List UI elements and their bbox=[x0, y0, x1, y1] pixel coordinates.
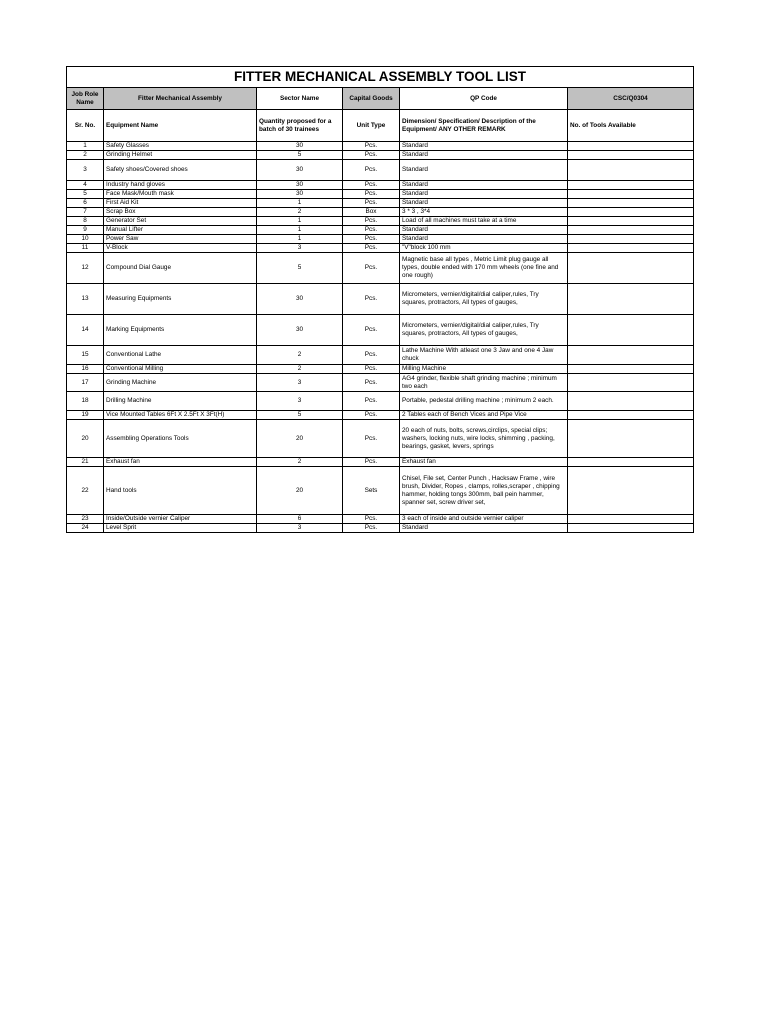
tools-available-cell bbox=[568, 284, 694, 315]
unit-type-cell: Box bbox=[343, 208, 400, 217]
unit-type-cell: Pcs. bbox=[343, 420, 400, 458]
quantity-cell: 3 bbox=[257, 374, 343, 392]
quantity-cell: 2 bbox=[257, 365, 343, 374]
specification-cell: Magnetic base all types , Metric Limit plug gauge all types, double ended with 170 mm wheels (one fine and one rough) bbox=[400, 253, 568, 284]
table-row bbox=[67, 315, 694, 346]
sr-cell: 21 bbox=[67, 458, 104, 467]
sr-cell: 17 bbox=[67, 374, 104, 392]
tool-list-table bbox=[66, 66, 694, 533]
specification-cell: Lathe Machine With atleast one 3 Jaw and one 4 Jaw chuck bbox=[400, 346, 568, 365]
quantity-cell: 20 bbox=[257, 467, 343, 515]
sr-cell: 10 bbox=[67, 235, 104, 244]
tools-available-cell bbox=[568, 235, 694, 244]
meta-row bbox=[67, 88, 694, 110]
quantity-cell: 30 bbox=[257, 142, 343, 151]
header-quantity: Quantity proposed for a batch of 30 trainees bbox=[257, 110, 343, 142]
sr-cell: 18 bbox=[67, 392, 104, 411]
qp-label: QP Code bbox=[400, 88, 568, 110]
table-row bbox=[67, 515, 694, 524]
unit-type-cell: Pcs. bbox=[343, 284, 400, 315]
unit-type-cell: Pcs. bbox=[343, 142, 400, 151]
sr-cell: 7 bbox=[67, 208, 104, 217]
unit-type-cell: Pcs. bbox=[343, 515, 400, 524]
table-row bbox=[67, 346, 694, 365]
sr-cell: 19 bbox=[67, 411, 104, 420]
specification-cell: Chisel, File set, Center Punch , Hacksaw Frame , wire brush, Divider, Ropes , clamps, rolles,scraper , chipping hammer, holding tongs 300mm, ball pein hammer, spanner set, screw driver set, bbox=[400, 467, 568, 515]
equipment-name-cell: Marking Equipments bbox=[104, 315, 257, 346]
table-row bbox=[67, 524, 694, 533]
sr-cell: 13 bbox=[67, 284, 104, 315]
header-sr: Sr. No. bbox=[67, 110, 104, 142]
tools-available-cell bbox=[568, 346, 694, 365]
table-row bbox=[67, 226, 694, 235]
table-row bbox=[67, 253, 694, 284]
quantity-cell: 2 bbox=[257, 346, 343, 365]
unit-type-cell: Pcs. bbox=[343, 217, 400, 226]
quantity-cell: 1 bbox=[257, 235, 343, 244]
quantity-cell: 5 bbox=[257, 411, 343, 420]
specification-cell: Exhaust fan bbox=[400, 458, 568, 467]
equipment-name-cell: Measuring Equipments bbox=[104, 284, 257, 315]
equipment-name-cell: Conventional Milling bbox=[104, 365, 257, 374]
unit-type-cell: Pcs. bbox=[343, 315, 400, 346]
tools-available-cell bbox=[568, 151, 694, 160]
quantity-cell: 20 bbox=[257, 420, 343, 458]
equipment-name-cell: Safety shoes/Covered shoes bbox=[104, 160, 257, 181]
equipment-name-cell: Level Sprit bbox=[104, 524, 257, 533]
specification-cell: 20 each of nuts, bolts, screws,circlips, special clips; washers, locking nuts, wire locks, shimming , packing, bearings, gasket, levers, springs bbox=[400, 420, 568, 458]
equipment-name-cell: Grinding Machine bbox=[104, 374, 257, 392]
header-unit-type: Unit Type bbox=[343, 110, 400, 142]
equipment-name-cell: Vice Mounted Tables 6Ft X 2.5Ft X 3Ft(H) bbox=[104, 411, 257, 420]
sr-cell: 4 bbox=[67, 181, 104, 190]
unit-type-cell: Pcs. bbox=[343, 365, 400, 374]
equipment-name-cell: Generator Set bbox=[104, 217, 257, 226]
tools-available-cell bbox=[568, 411, 694, 420]
table-row bbox=[67, 284, 694, 315]
tools-available-cell bbox=[568, 524, 694, 533]
table-row bbox=[67, 160, 694, 181]
specification-cell: 2 Tables each of Bench Vices and Pipe Vice bbox=[400, 411, 568, 420]
header-equipment-name: Equipment Name bbox=[104, 110, 257, 142]
specification-cell: Standard bbox=[400, 235, 568, 244]
unit-type-cell: Pcs. bbox=[343, 160, 400, 181]
tools-available-cell bbox=[568, 226, 694, 235]
unit-type-cell: Pcs. bbox=[343, 244, 400, 253]
table-row bbox=[67, 151, 694, 160]
sr-cell: 23 bbox=[67, 515, 104, 524]
unit-type-cell: Pcs. bbox=[343, 181, 400, 190]
equipment-name-cell: Exhaust fan bbox=[104, 458, 257, 467]
specification-cell: Load of all machines must take at a time bbox=[400, 217, 568, 226]
table-row bbox=[67, 374, 694, 392]
sr-cell: 1 bbox=[67, 142, 104, 151]
equipment-name-cell: Industry hand gloves bbox=[104, 181, 257, 190]
equipment-name-cell: Compound Dial Gauge bbox=[104, 253, 257, 284]
sector-value: Capital Goods bbox=[343, 88, 400, 110]
table-row bbox=[67, 467, 694, 515]
unit-type-cell: Pcs. bbox=[343, 411, 400, 420]
table-row bbox=[67, 142, 694, 151]
specification-cell: 3 * 3 , 3*4 bbox=[400, 208, 568, 217]
quantity-cell: 30 bbox=[257, 160, 343, 181]
table-row bbox=[67, 190, 694, 199]
sr-cell: 3 bbox=[67, 160, 104, 181]
specification-cell: Milling Machine bbox=[400, 365, 568, 374]
quantity-cell: 30 bbox=[257, 181, 343, 190]
tools-available-cell bbox=[568, 244, 694, 253]
quantity-cell: 30 bbox=[257, 190, 343, 199]
quantity-cell: 5 bbox=[257, 253, 343, 284]
unit-type-cell: Pcs. bbox=[343, 226, 400, 235]
sr-cell: 14 bbox=[67, 315, 104, 346]
tools-available-cell bbox=[568, 253, 694, 284]
specification-cell: Standard bbox=[400, 190, 568, 199]
specification-cell: Micrometers, vernier/digital/dial caliper,rules, Try squares, protractors, All types of gauges, bbox=[400, 315, 568, 346]
sr-cell: 16 bbox=[67, 365, 104, 374]
tools-available-cell bbox=[568, 365, 694, 374]
equipment-name-cell: Conventional Lathe bbox=[104, 346, 257, 365]
specification-cell: AG4 grinder, flexible shaft grinding machine ; minimum two each bbox=[400, 374, 568, 392]
equipment-name-cell: Manual Lifter bbox=[104, 226, 257, 235]
sr-cell: 22 bbox=[67, 467, 104, 515]
sr-cell: 8 bbox=[67, 217, 104, 226]
sr-cell: 24 bbox=[67, 524, 104, 533]
specification-cell: Standard bbox=[400, 142, 568, 151]
specification-cell: 3 each of inside and outside vernier caliper bbox=[400, 515, 568, 524]
tools-available-cell bbox=[568, 374, 694, 392]
tools-available-cell bbox=[568, 181, 694, 190]
tools-available-cell bbox=[568, 315, 694, 346]
equipment-name-cell: Inside/Outside vernier Caliper bbox=[104, 515, 257, 524]
sheet-title: FITTER MECHANICAL ASSEMBLY TOOL LIST bbox=[67, 67, 694, 88]
equipment-name-cell: Grinding Helmet bbox=[104, 151, 257, 160]
equipment-name-cell: Hand tools bbox=[104, 467, 257, 515]
table-row bbox=[67, 199, 694, 208]
tools-available-cell bbox=[568, 142, 694, 151]
sector-label: Sector Name bbox=[257, 88, 343, 110]
sr-cell: 12 bbox=[67, 253, 104, 284]
specification-cell: Micrometers, vernier/digital/dial caliper,rules, Try squares, protractors, All types of gauges, bbox=[400, 284, 568, 315]
qp-value: CSC/Q0304 bbox=[568, 88, 694, 110]
specification-cell: Standard bbox=[400, 524, 568, 533]
specification-cell: Standard bbox=[400, 226, 568, 235]
quantity-cell: 6 bbox=[257, 515, 343, 524]
equipment-name-cell: First Aid Kit bbox=[104, 199, 257, 208]
quantity-cell: 30 bbox=[257, 315, 343, 346]
table-row bbox=[67, 244, 694, 253]
unit-type-cell: Sets bbox=[343, 467, 400, 515]
job-role-label: Job Role Name bbox=[67, 88, 104, 110]
table-row bbox=[67, 411, 694, 420]
specification-cell: Standard bbox=[400, 151, 568, 160]
specification-cell: Standard bbox=[400, 160, 568, 181]
quantity-cell: 1 bbox=[257, 199, 343, 208]
tools-available-cell bbox=[568, 190, 694, 199]
tools-available-cell bbox=[568, 208, 694, 217]
unit-type-cell: Pcs. bbox=[343, 374, 400, 392]
tools-available-cell bbox=[568, 458, 694, 467]
quantity-cell: 1 bbox=[257, 226, 343, 235]
unit-type-cell: Pcs. bbox=[343, 151, 400, 160]
sr-cell: 5 bbox=[67, 190, 104, 199]
specification-cell: Standard bbox=[400, 181, 568, 190]
equipment-name-cell: Power Saw bbox=[104, 235, 257, 244]
quantity-cell: 2 bbox=[257, 458, 343, 467]
unit-type-cell: Pcs. bbox=[343, 199, 400, 208]
sr-cell: 15 bbox=[67, 346, 104, 365]
table-row bbox=[67, 458, 694, 467]
tools-available-cell bbox=[568, 217, 694, 226]
tools-available-cell bbox=[568, 160, 694, 181]
quantity-cell: 3 bbox=[257, 392, 343, 411]
table-row bbox=[67, 235, 694, 244]
equipment-name-cell: Assembling Operations Tools bbox=[104, 420, 257, 458]
equipment-name-cell: Scrap Box bbox=[104, 208, 257, 217]
table-row bbox=[67, 420, 694, 458]
sr-cell: 2 bbox=[67, 151, 104, 160]
unit-type-cell: Pcs. bbox=[343, 392, 400, 411]
sr-cell: 11 bbox=[67, 244, 104, 253]
equipment-name-cell: V-Block bbox=[104, 244, 257, 253]
table-row bbox=[67, 365, 694, 374]
unit-type-cell: Pcs. bbox=[343, 524, 400, 533]
sr-cell: 6 bbox=[67, 199, 104, 208]
unit-type-cell: Pcs. bbox=[343, 190, 400, 199]
equipment-name-cell: Drilling Machine bbox=[104, 392, 257, 411]
header-tools-available: No. of Tools Available bbox=[568, 110, 694, 142]
table-row bbox=[67, 208, 694, 217]
specification-cell: Standard bbox=[400, 199, 568, 208]
quantity-cell: 5 bbox=[257, 151, 343, 160]
tools-available-cell bbox=[568, 199, 694, 208]
tools-available-cell bbox=[568, 467, 694, 515]
column-header-row bbox=[67, 110, 694, 142]
title-row bbox=[67, 67, 694, 88]
equipment-name-cell: Safety Glasses bbox=[104, 142, 257, 151]
tools-available-cell bbox=[568, 515, 694, 524]
sr-cell: 9 bbox=[67, 226, 104, 235]
sr-cell: 20 bbox=[67, 420, 104, 458]
quantity-cell: 2 bbox=[257, 208, 343, 217]
specification-cell: Portable, pedestal drilling machine ; minimum 2 each. bbox=[400, 392, 568, 411]
unit-type-cell: Pcs. bbox=[343, 346, 400, 365]
tools-available-cell bbox=[568, 420, 694, 458]
unit-type-cell: Pcs. bbox=[343, 253, 400, 284]
quantity-cell: 3 bbox=[257, 524, 343, 533]
table-row bbox=[67, 217, 694, 226]
equipment-name-cell: Face Mask/Mouth mask bbox=[104, 190, 257, 199]
specification-cell: "V"block 100 mm bbox=[400, 244, 568, 253]
header-specification: Dimension/ Specification/ Description of the Equipment/ ANY OTHER REMARK bbox=[400, 110, 568, 142]
tools-available-cell bbox=[568, 392, 694, 411]
quantity-cell: 1 bbox=[257, 217, 343, 226]
unit-type-cell: Pcs. bbox=[343, 458, 400, 467]
quantity-cell: 30 bbox=[257, 284, 343, 315]
quantity-cell: 3 bbox=[257, 244, 343, 253]
unit-type-cell: Pcs. bbox=[343, 235, 400, 244]
table-row bbox=[67, 392, 694, 411]
job-role-value: Fitter Mechanical Assembly bbox=[104, 88, 257, 110]
table-row bbox=[67, 181, 694, 190]
